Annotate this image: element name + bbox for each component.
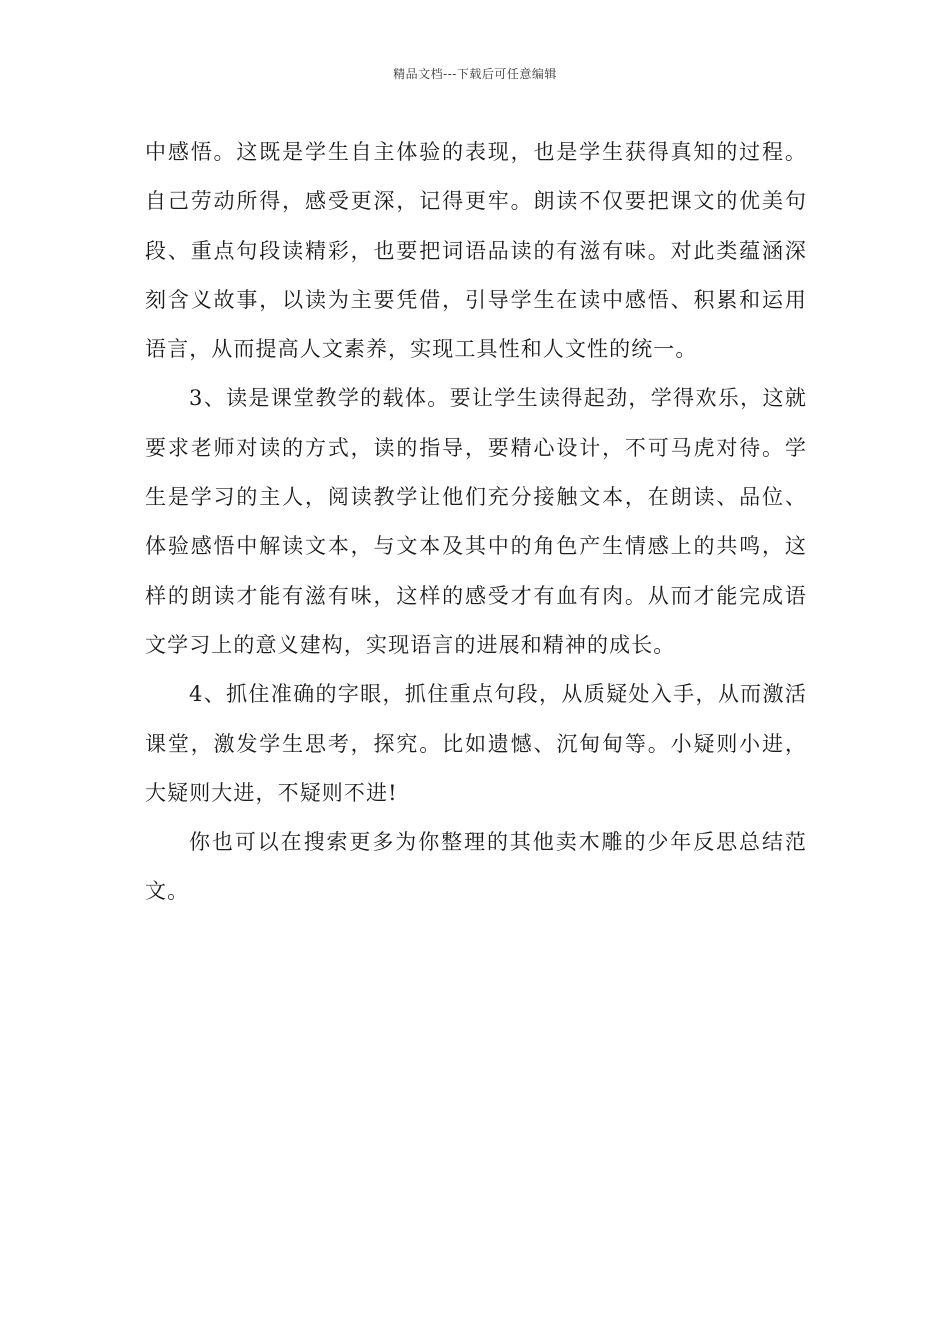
page-header: 精品文档---下载后可任意编辑: [393, 67, 557, 81]
paragraph-continuation: 中感悟。这既是学生自主体验的表现，也是学生获得真知的过程。自己劳动所得，感受更深，记得更牢。朗读不仅要把课文的优美句段、重点句段读精彩，也要把词语品读的有滋有味。对此类蕴涵深刻含义故事，以读为主要凭借，引导学生在读中感悟、积累和运用语言，从而提高人文素养，实现工具性和人文性的统一。: [145, 140, 807, 362]
paragraph-point-3: 3、读是课堂教学的载体。要让学生读得起劲，学得欢乐，这就要求老师对读的方式，读的指导，要精心设计，不可马虎对待。学生是学习的主人，阅读教学让他们充分接触文本，在朗读、品位、体验感悟中解读文本，与文本及其中的角色产生情感上的共鸣，这样的朗读才能有滋有味，这样的感受才有血有肉。从而才能完成语文学习上的意义建构，实现语言的进展和精神的成长。: [145, 386, 807, 657]
body-text: [145, 128, 807, 917]
paragraph-closing-note: 你也可以在搜索更多为你整理的其他卖木雕的少年反思总结范文。: [145, 830, 807, 904]
paragraph-point-4: 4、抓住准确的字眼，抓住重点句段，从质疑处入手，从而激活课堂，激发学生思考，探究。比如遗憾、沉甸甸等。小疑则小进，大疑则大进，不疑则不进!: [145, 682, 807, 805]
